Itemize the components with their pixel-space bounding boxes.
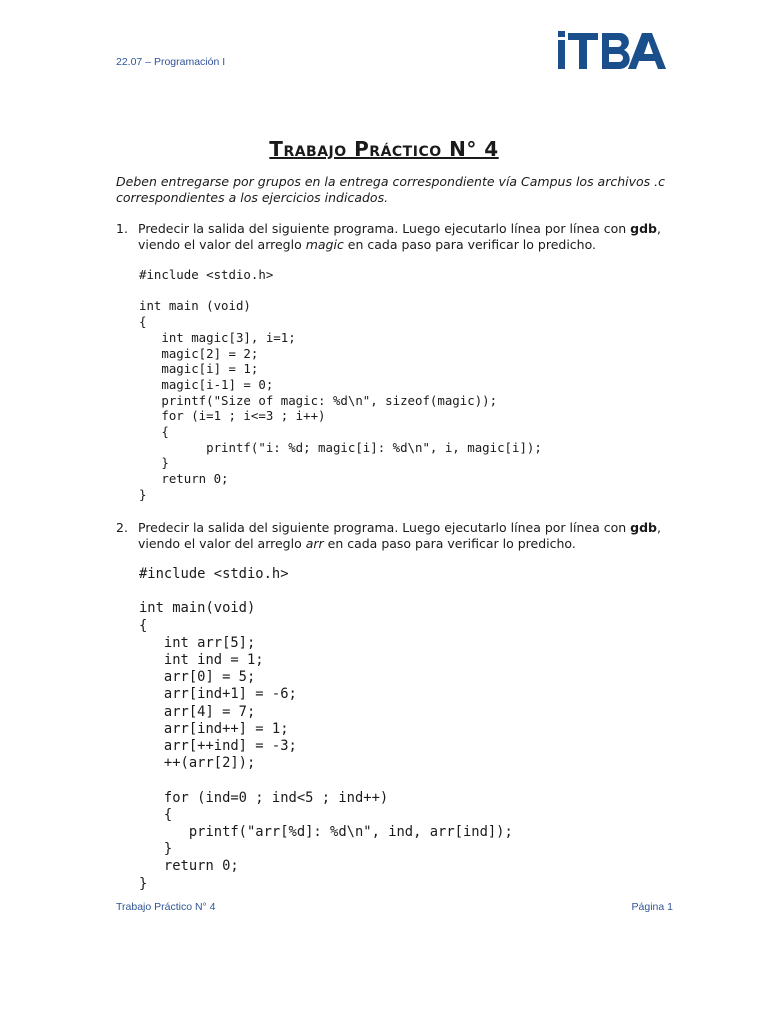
tool-name: gdb bbox=[630, 221, 657, 236]
exercise-statement: Predecir la salida del siguiente programa. Luego ejecutarlo línea por línea con gdb, viendo el valor del arreglo magic en cada paso para verificar lo predicho. bbox=[138, 221, 661, 252]
footer-title: Trabajo Práctico N° 4 bbox=[116, 901, 216, 913]
page-title: Trabajo Práctico N° 4 bbox=[269, 137, 499, 161]
header-course-name: 22.07 – Programación I bbox=[116, 56, 226, 68]
page-number: Página 1 bbox=[631, 901, 673, 913]
exercise-number: 1. bbox=[116, 221, 128, 236]
intro-paragraph: Deben entregarse por grupos en la entrega correspondiente vía Campus los archivos .c correspondientes a los ejercicios indicados. bbox=[116, 174, 666, 205]
itba-logo bbox=[556, 30, 680, 70]
code-block-1: #include <stdio.h> int main (void) { int magic[3], i=1; magic[2] = 2; magic[i] = 1; magic[i-1] = 0; printf("Size of magic: %d\n", sizeof(magic)); for (i=1 ; i<=3 ; i++) { printf("i: %d; magic[i]: %d\n", i, magic[i]); } return 0; } bbox=[139, 267, 542, 502]
tool-name: gdb bbox=[630, 520, 657, 535]
code-block-2: #include <stdio.h> int main(void) { int arr[5]; int ind = 1; arr[0] = 5; arr[ind+1] = -6; arr[4] = 7; arr[ind++] = 1; arr[++ind] = -3; ++(arr[2]); for (ind=0 ; ind<5 ; ind++) { printf("arr[%d]: %d\n", ind, arr[ind]); } return 0; } bbox=[139, 566, 513, 892]
exercise-statement: Predecir la salida del siguiente programa. Luego ejecutarlo línea por línea con gdb, viendo el valor del arreglo arr en cada paso para verificar lo predicho. bbox=[138, 520, 661, 551]
exercise-number: 2. bbox=[116, 520, 128, 535]
array-name: magic bbox=[305, 237, 344, 252]
array-name: arr bbox=[305, 536, 324, 551]
